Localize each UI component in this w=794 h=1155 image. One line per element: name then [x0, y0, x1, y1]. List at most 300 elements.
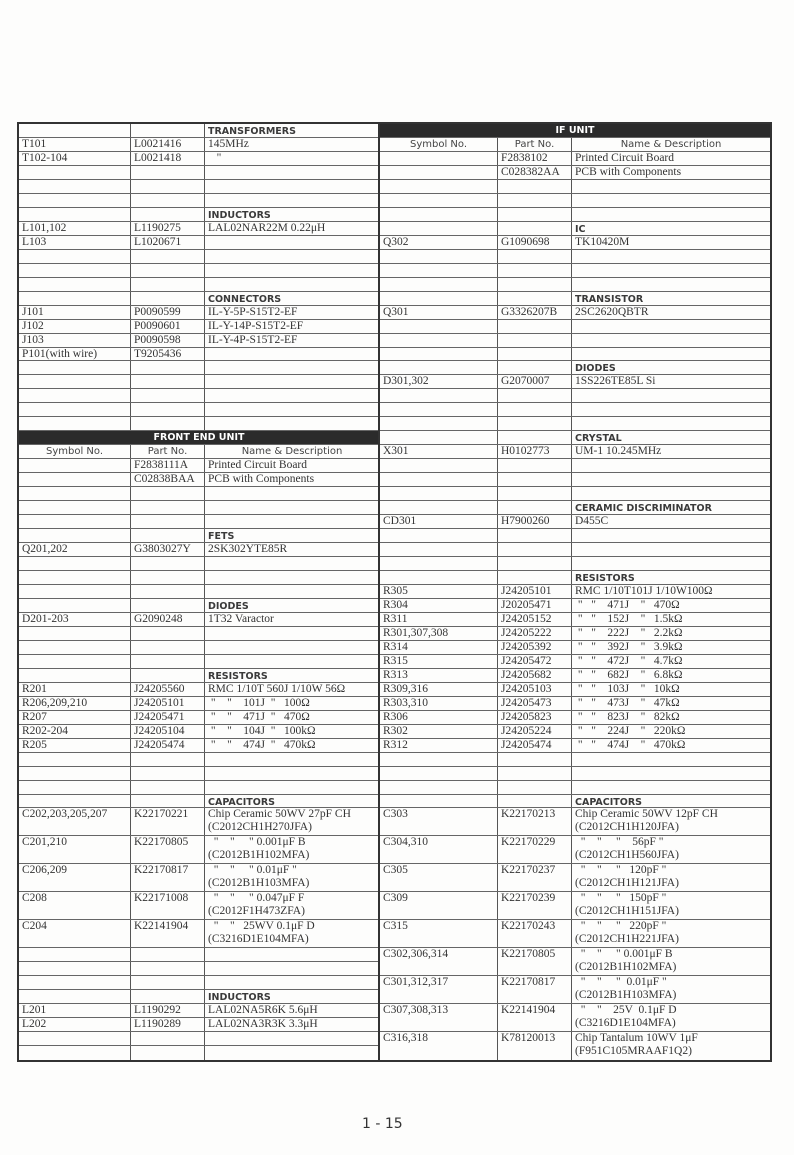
empty-row — [19, 948, 379, 962]
description-line: " " " 150pF " — [575, 892, 667, 905]
part-number-cell — [131, 278, 205, 291]
part-number-cell: K22170817 — [131, 864, 205, 891]
table-row — [19, 306, 379, 320]
table-row — [19, 1004, 379, 1018]
part-number-cell — [131, 194, 205, 207]
section-heading: CAPACITORS — [208, 796, 275, 808]
table-row — [380, 599, 770, 613]
section-row — [380, 361, 770, 375]
section-row — [380, 431, 770, 445]
part-number-cell: K78120013 — [498, 1032, 572, 1060]
description-cell: Name & Description — [620, 138, 722, 150]
symbol-cell: C305 — [380, 864, 498, 891]
part-number-cell — [131, 292, 205, 305]
description-cell: " " 473J " 47kΩ — [575, 696, 680, 709]
part-number-cell: J24205472 — [498, 655, 572, 668]
symbol-cell — [19, 655, 131, 668]
description-line: Chip Ceramic 50WV 12pF CH — [575, 808, 718, 821]
description-cell — [572, 920, 770, 947]
symbol-cell — [380, 529, 498, 542]
section-heading: INDUCTORS — [208, 992, 271, 1004]
table-row — [380, 375, 770, 389]
symbol-cell — [380, 753, 498, 766]
symbol-cell — [380, 292, 498, 305]
description-line: Chip Ceramic 50WV 27pF CH — [208, 808, 351, 821]
part-number-cell: F2838111A — [131, 459, 205, 472]
description-cell: LAL02NA5R6K 5.6μH — [208, 1004, 318, 1017]
description-cell: " " 222J " 2.2kΩ — [575, 626, 683, 639]
symbol-cell — [19, 501, 131, 514]
part-number-cell — [131, 208, 205, 221]
empty-row — [19, 417, 379, 431]
symbol-cell — [380, 487, 498, 500]
part-number-cell: K22141904 — [131, 920, 205, 947]
part-number-cell: K22170239 — [498, 892, 572, 919]
symbol-cell — [19, 166, 131, 179]
part-number-cell — [498, 571, 572, 584]
symbol-cell — [19, 767, 131, 780]
symbol-cell — [19, 473, 131, 486]
part-number-cell — [498, 250, 572, 263]
description-cell — [572, 781, 770, 794]
part-number-cell: J24205823 — [498, 711, 572, 724]
empty-row — [19, 1046, 379, 1060]
table-row — [19, 334, 379, 348]
symbol-cell: R313 — [380, 669, 498, 682]
section-row — [19, 124, 379, 138]
symbol-cell: R312 — [380, 739, 498, 752]
table-row — [380, 236, 770, 250]
part-number-cell — [131, 1046, 205, 1060]
symbol-cell — [380, 571, 498, 584]
symbol-cell: R301,307,308 — [380, 627, 498, 640]
table-row — [19, 725, 379, 739]
symbol-cell: J102 — [19, 320, 131, 333]
section-row — [19, 292, 379, 306]
symbol-cell: D301,302 — [380, 375, 498, 388]
symbol-cell: R314 — [380, 641, 498, 654]
symbol-cell — [380, 767, 498, 780]
symbol-cell: C302,306,314 — [380, 948, 498, 975]
part-number-cell: Part No. — [131, 445, 205, 458]
symbol-cell — [380, 473, 498, 486]
part-number-cell: J24205224 — [498, 725, 572, 738]
description-line: " " " 0.01μF " — [208, 864, 297, 877]
empty-row — [19, 361, 379, 375]
symbol-cell — [380, 320, 498, 333]
table-row — [380, 892, 770, 920]
part-number-cell — [498, 529, 572, 542]
description-cell — [205, 753, 379, 766]
symbol-cell: C307,308,313 — [380, 1004, 498, 1031]
part-number-cell: L1190292 — [131, 1004, 205, 1017]
symbol-cell: R205 — [19, 739, 131, 752]
section-heading: CAPACITORS — [575, 796, 642, 808]
part-number-cell — [498, 543, 572, 556]
table-row — [380, 655, 770, 669]
empty-row — [19, 655, 379, 669]
description-line: " " 25V 0.1μF D — [575, 1004, 677, 1017]
description-cell — [572, 808, 770, 835]
description-cell: " " 474J " 470kΩ — [208, 738, 316, 751]
symbol-cell — [19, 278, 131, 291]
description-cell — [572, 250, 770, 263]
symbol-cell: R302 — [380, 725, 498, 738]
part-number-cell: K22170237 — [498, 864, 572, 891]
symbol-cell — [19, 208, 131, 221]
part-number-cell: J24205560 — [131, 683, 205, 696]
description-cell — [572, 976, 770, 1003]
symbol-cell: R303,310 — [380, 697, 498, 710]
symbol-cell: J103 — [19, 334, 131, 347]
symbol-cell: R207 — [19, 711, 131, 724]
empty-row — [380, 487, 770, 501]
description-cell: TK10420M — [575, 235, 630, 248]
symbol-cell — [19, 585, 131, 598]
description-line-2: (C2012CH1H120JFA) — [575, 821, 679, 834]
description-cell: D455C — [575, 515, 609, 528]
symbol-cell: R315 — [380, 655, 498, 668]
description-line: " " " 220pF " — [575, 920, 667, 933]
symbol-cell — [19, 962, 131, 975]
description-cell — [205, 487, 379, 500]
description-cell — [205, 948, 379, 961]
description-line: " " " 0.001μF B — [208, 836, 306, 849]
part-number-cell — [498, 417, 572, 430]
description-line-2: (C2012CH1H270JFA) — [208, 821, 312, 834]
part-number-cell: J24205101 — [131, 697, 205, 710]
description-cell — [572, 348, 770, 361]
description-cell — [205, 920, 379, 947]
table-row — [19, 222, 379, 236]
description-cell — [205, 571, 379, 584]
description-line-2: (C2012CH1H121JFA) — [575, 877, 679, 890]
description-cell — [205, 836, 379, 863]
symbol-cell — [19, 1032, 131, 1045]
part-number-cell: J24205392 — [498, 641, 572, 654]
symbol-cell: C206,209 — [19, 864, 131, 891]
symbol-cell: C315 — [380, 920, 498, 947]
description-cell — [205, 976, 379, 989]
symbol-cell — [19, 124, 131, 137]
symbol-cell: C303 — [380, 808, 498, 835]
section-row — [19, 990, 379, 1004]
part-number-cell — [498, 767, 572, 780]
table-row — [380, 711, 770, 725]
description-line: " " " 0.047μF F — [208, 892, 305, 905]
description-cell: PCB with Components — [575, 165, 682, 178]
section-row — [19, 599, 379, 613]
part-number-cell — [498, 431, 572, 444]
table-row — [19, 236, 379, 250]
description-line-2: (C2012B1H103MFA) — [208, 877, 310, 890]
description-cell — [205, 962, 379, 975]
symbol-cell — [380, 501, 498, 514]
description-cell — [572, 864, 770, 891]
symbol-cell — [19, 264, 131, 277]
symbol-cell — [19, 753, 131, 766]
description-cell: " " 104J " 100kΩ — [208, 724, 316, 737]
symbol-cell: C309 — [380, 892, 498, 919]
symbol-cell — [380, 194, 498, 207]
part-number-cell — [498, 320, 572, 333]
part-number-cell: C02838BAA — [131, 473, 205, 486]
empty-row — [19, 250, 379, 264]
section-heading: FETS — [208, 531, 235, 543]
part-number-cell — [498, 222, 572, 235]
empty-row — [19, 627, 379, 641]
symbol-cell: C202,203,205,207 — [19, 808, 131, 835]
description-cell: 2SC2620QBTR — [575, 305, 649, 318]
description-line-2: (F951C105MRAAF1Q2) — [575, 1044, 692, 1057]
part-number-cell: J24205152 — [498, 613, 572, 626]
description-cell — [205, 348, 379, 361]
description-cell — [205, 627, 379, 640]
description-cell: " " 472J " 4.7kΩ — [575, 654, 683, 667]
part-number-cell: F2838102 — [498, 152, 572, 165]
column-header-row — [19, 445, 379, 459]
part-number-cell: L1190275 — [131, 222, 205, 235]
section-row — [19, 669, 379, 683]
table-row — [380, 641, 770, 655]
description-cell — [572, 180, 770, 193]
part-number-cell — [131, 515, 205, 528]
symbol-cell — [19, 515, 131, 528]
description-cell — [205, 375, 379, 388]
empty-row — [19, 403, 379, 417]
empty-row — [380, 767, 770, 781]
part-number-cell: J24205474 — [131, 739, 205, 752]
part-number-cell — [498, 264, 572, 277]
empty-row — [380, 459, 770, 473]
table-row — [380, 697, 770, 711]
symbol-cell — [380, 781, 498, 794]
symbol-cell: T102-104 — [19, 152, 131, 165]
table-row — [19, 348, 379, 362]
symbol-cell: J101 — [19, 306, 131, 319]
table-row — [380, 948, 770, 976]
description-cell: UM-1 10.245MHz — [575, 445, 662, 458]
symbol-cell — [19, 641, 131, 654]
table-row — [380, 515, 770, 529]
table-row — [19, 864, 379, 892]
part-number-cell — [131, 501, 205, 514]
section-heading: DIODES — [208, 600, 249, 612]
part-number-cell — [498, 795, 572, 808]
right-parts-table — [378, 122, 772, 1062]
part-number-cell: K22171008 — [131, 892, 205, 919]
part-number-cell — [131, 166, 205, 179]
empty-row — [380, 417, 770, 431]
description-cell — [572, 403, 770, 416]
symbol-cell — [380, 543, 498, 556]
table-row — [19, 152, 379, 166]
part-number-cell: J24205473 — [498, 697, 572, 710]
symbol-cell — [19, 795, 131, 808]
description-line-2: (C2012B1H102MFA) — [575, 961, 677, 974]
part-number-cell — [498, 389, 572, 402]
table-row — [380, 976, 770, 1004]
part-number-cell — [131, 641, 205, 654]
symbol-cell — [380, 431, 498, 444]
symbol-cell: C304,310 — [380, 836, 498, 863]
description-cell — [205, 180, 379, 193]
description-cell: " " 224J " 220kΩ — [575, 724, 686, 737]
part-number-cell — [131, 962, 205, 975]
description-cell — [205, 264, 379, 277]
empty-row — [380, 473, 770, 487]
symbol-cell — [19, 389, 131, 402]
symbol-cell: Symbol No. — [19, 445, 131, 458]
section-heading: TRANSISTOR — [575, 293, 644, 305]
part-number-cell — [131, 669, 205, 682]
description-cell — [572, 767, 770, 780]
symbol-cell: T101 — [19, 138, 131, 151]
part-number-cell — [131, 180, 205, 193]
part-number-cell — [131, 753, 205, 766]
description-cell — [572, 264, 770, 277]
symbol-cell — [380, 557, 498, 570]
symbol-cell: L202 — [19, 1018, 131, 1031]
section-heading: RESISTORS — [208, 670, 268, 682]
description-cell — [205, 250, 379, 263]
part-number-cell: G1090698 — [498, 236, 572, 249]
symbol-cell — [380, 334, 498, 347]
description-cell: Printed Circuit Board — [208, 459, 308, 472]
symbol-cell — [380, 795, 498, 808]
section-heading: TRANSFORMERS — [208, 126, 296, 137]
part-number-cell: Part No. — [498, 138, 572, 151]
part-number-cell — [498, 361, 572, 374]
description-line-2: (C2012F1H473ZFA) — [208, 905, 305, 918]
description-cell: Printed Circuit Board — [575, 151, 675, 164]
part-number-cell: H0102773 — [498, 445, 572, 458]
description-cell — [205, 1046, 379, 1060]
description-cell: " " 471J " 470Ω — [208, 710, 310, 723]
empty-row — [19, 976, 379, 990]
description-cell — [205, 194, 379, 207]
empty-row — [19, 557, 379, 571]
part-number-cell: K22170817 — [498, 976, 572, 1003]
part-number-cell — [131, 529, 205, 542]
empty-row — [19, 501, 379, 515]
part-number-cell — [131, 767, 205, 780]
section-heading: INDUCTORS — [208, 209, 271, 221]
symbol-cell: C201,210 — [19, 836, 131, 863]
left-parts-table — [17, 122, 380, 1062]
description-cell — [572, 389, 770, 402]
description-cell — [205, 403, 379, 416]
part-number-cell — [131, 976, 205, 989]
symbol-cell: Q201,202 — [19, 543, 131, 556]
description-cell — [205, 389, 379, 402]
symbol-cell — [380, 348, 498, 361]
part-number-cell — [498, 348, 572, 361]
table-row — [380, 627, 770, 641]
table-row — [19, 613, 379, 627]
description-cell — [572, 320, 770, 333]
empty-row — [380, 781, 770, 795]
description-cell: " " 682J " 6.8kΩ — [575, 668, 683, 681]
empty-row — [19, 641, 379, 655]
description-cell — [572, 753, 770, 766]
description-line: " " " 120pF " — [575, 864, 667, 877]
symbol-cell — [380, 278, 498, 291]
description-line: " " " 0.001μF B — [575, 948, 673, 961]
table-row — [19, 683, 379, 697]
description-cell — [572, 948, 770, 975]
table-row — [380, 669, 770, 683]
part-number-cell: K22170229 — [498, 836, 572, 863]
part-number-cell — [131, 557, 205, 570]
description-cell — [205, 501, 379, 514]
symbol-cell — [380, 403, 498, 416]
section-heading: IC — [575, 223, 586, 235]
description-cell: LAL02NA3R3K 3.3μH — [208, 1018, 318, 1030]
description-cell: PCB with Components — [208, 473, 315, 486]
table-row — [380, 683, 770, 697]
empty-row — [19, 375, 379, 389]
symbol-cell — [19, 976, 131, 989]
table-row — [19, 711, 379, 725]
description-cell — [572, 543, 770, 556]
description-cell: IL-Y-14P-S15T2-EF — [208, 319, 304, 332]
symbol-cell: C208 — [19, 892, 131, 919]
part-number-cell — [131, 487, 205, 500]
part-number-cell: G3803027Y — [131, 543, 205, 556]
symbol-cell — [19, 599, 131, 612]
description-cell: 1SS226TE85L Si — [575, 375, 656, 388]
part-number-cell — [131, 599, 205, 612]
table-row — [380, 739, 770, 753]
symbol-cell: Symbol No. — [380, 138, 498, 151]
empty-row — [19, 278, 379, 292]
description-cell — [205, 515, 379, 528]
empty-row — [19, 585, 379, 599]
part-number-cell — [131, 585, 205, 598]
table-row — [380, 445, 770, 459]
symbol-cell: R309,316 — [380, 683, 498, 696]
table-row — [19, 1018, 379, 1032]
description-cell — [205, 808, 379, 835]
part-number-cell — [131, 627, 205, 640]
table-row — [380, 725, 770, 739]
symbol-cell: L101,102 — [19, 222, 131, 235]
description-cell — [572, 487, 770, 500]
symbol-cell — [19, 948, 131, 961]
empty-row — [380, 557, 770, 571]
section-heading: CERAMIC DISCRIMINATOR — [575, 503, 712, 515]
description-cell: IL-Y-4P-S15T2-EF — [208, 333, 298, 346]
table-row — [380, 920, 770, 948]
table-row — [19, 697, 379, 711]
table-row — [380, 836, 770, 864]
part-number-cell — [498, 473, 572, 486]
description-cell — [572, 473, 770, 486]
empty-row — [19, 962, 379, 976]
empty-row — [380, 194, 770, 208]
part-number-cell — [131, 375, 205, 388]
table-row — [380, 152, 770, 166]
description-cell: " " 392J " 3.9kΩ — [575, 640, 683, 653]
table-row — [19, 808, 379, 836]
symbol-cell — [19, 669, 131, 682]
description-cell: " " 471J " 470Ω — [575, 598, 680, 611]
symbol-cell — [380, 180, 498, 193]
description-cell: " — [208, 151, 222, 164]
description-line-2: (C2012CH1H221JFA) — [575, 933, 679, 946]
empty-row — [19, 166, 379, 180]
